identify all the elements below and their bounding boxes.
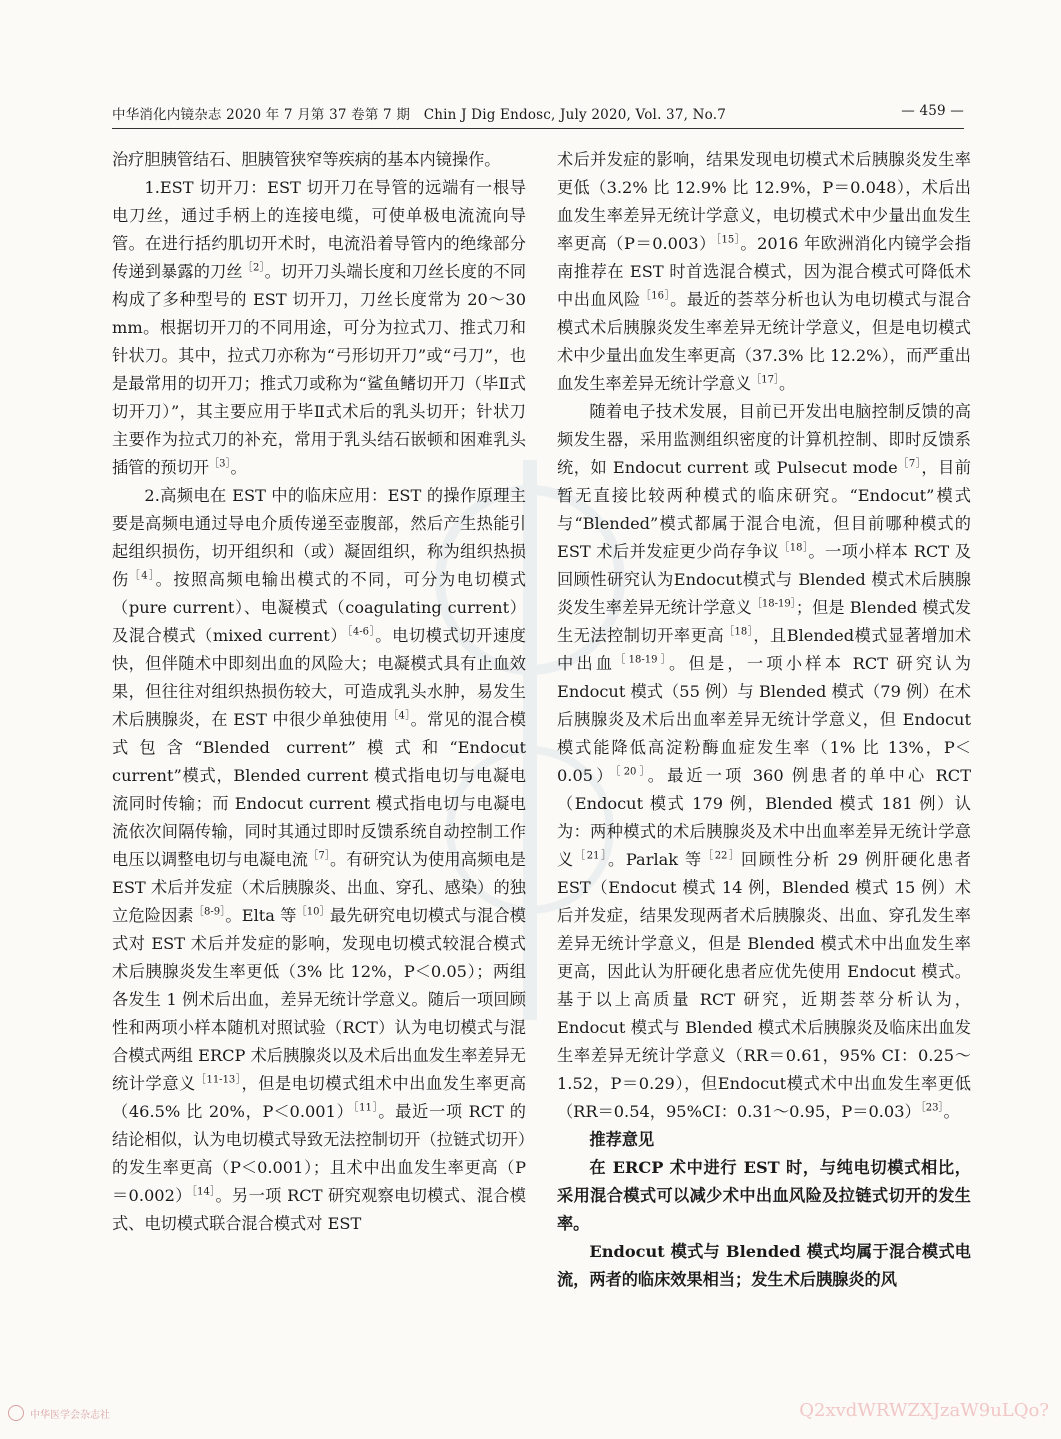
text-run: 随着电子技术发展，目前已开发出电脑控制反馈的高频发生器，采用监测组织密度的计算机控制、即时反馈系统，如 Endocut current 或 Pulsecut mode	[557, 402, 971, 477]
text-run: 。最近一项 RCT 的结论相似，认为电切模式导致无法控制切开（拉链式切开）的发生率更高（P＜0.001）；且术中出血发生率更高（P＝0.002）	[112, 1102, 526, 1205]
paragraph	[112, 174, 526, 482]
page-number: — 459 —	[901, 103, 964, 119]
text-run: 。最近的荟萃分析也认为电切模式与混合模式术后胰腺炎发生率差异无统计学意义，但是电切模式术中少量出血发生率更高（37.3% 比 12.2%），而严重出血发生率差异无统计学意义	[557, 290, 972, 393]
right-column	[557, 146, 971, 1294]
paragraph	[557, 1126, 971, 1154]
text-run: 。	[778, 374, 796, 393]
text-run: 。电切模式切开速度快，但伴随术中即刻出血的风险大；电凝模式具有止血效果，但往往对组织热损伤较大，可造成乳头水肿，易发生术后胰腺炎，在 EST 中很少单独使用	[112, 626, 526, 729]
text-run: 。Parlak 等	[607, 850, 703, 869]
header-rule	[112, 128, 964, 129]
paragraph	[557, 1238, 971, 1294]
citation-ref: ［10］	[296, 906, 330, 918]
text-run: 治疗胆胰管结石、胆胰管狭窄等疾病的基本内镜操作。	[112, 150, 501, 169]
citation-ref: ［21］	[574, 850, 608, 862]
citation-ref: ［18］	[724, 626, 754, 638]
paragraph	[112, 146, 526, 174]
text-run: 。常见的混合模式包含“Blended current”模式和“Endocut current”模式，Blended current 模式指电切与电凝电流同时传输；而 Endocut current 模式指电切与电凝电流依次间隔传输，同时其通过即时反馈系统自动控制工作电压以调整电切与电凝电流	[112, 710, 526, 869]
citation-ref: ［17］	[751, 374, 779, 386]
publisher-name: 中华医学会杂志社	[30, 1409, 110, 1421]
text-run: ，且Blended模式显著增加术中出血	[557, 626, 972, 673]
citation-ref: ［2］	[242, 262, 265, 274]
paragraph	[557, 146, 971, 398]
text-run: 。最近一项 360 例患者的单中心 RCT（Endocut 模式 179 例，Blended 模式 181 例）认为：两种模式的术后胰腺炎及术中出血率差异无统计学意义	[557, 766, 971, 869]
paragraph	[557, 1154, 971, 1238]
citation-ref: ［7］	[897, 458, 922, 470]
paragraph	[112, 482, 526, 1238]
citation-ref: ［8-9］	[193, 906, 226, 918]
citation-ref: ［14］	[191, 1186, 216, 1198]
text-run: 在 ERCP 术中进行 EST 时，与纯电切模式相比，采用混合模式可以减少术中出血风险及拉链式切开的发生率。	[557, 1158, 971, 1233]
text-run: 2.高频电在 EST 中的临床应用：EST 的操作原理主要是高频电通过导电介质传递至壶腹部，然后产生热能引起组织损伤，切开组织和（或）凝固组织，称为组织热损伤	[112, 486, 526, 589]
text-run: 。2016 年欧洲消化内镜学会指南推荐在 EST 时首选混合模式，因为混合模式可降低术中出血风险	[557, 234, 971, 309]
left-column	[112, 146, 526, 1238]
citation-ref: ［4-6］	[347, 626, 376, 638]
citation-ref: ［4］	[129, 570, 156, 582]
seal-icon	[8, 1405, 24, 1421]
text-run: 。但是，一项小样本 RCT 研究认为 Endocut 模式（55 例）与 Blended 模式（79 例）在术后胰腺炎及术后出血率差异无统计学意义，但 Endocut 模式能降低高淀粉酶血症发生率（1% 比 13%，P＜0.05）	[557, 654, 971, 785]
citation-ref: ［18］	[779, 542, 809, 554]
watermark-code: Q2xvdWRWZXJzaW9uLQo?	[799, 1400, 1049, 1421]
citation-ref: ［18-19］	[615, 654, 670, 666]
text-run: 术后并发症的影响，结果发现电切模式术后胰腺炎发生率更低（3.2% 比 12.9% 比 12.9%，P＝0.048），术后出血发生率差异无统计学意义，电切模式术中少量出血发生率更高（P＝0.003）	[557, 150, 971, 253]
text-run: 推荐意见	[589, 1130, 655, 1149]
journal-citation: 中华消化内镜杂志 2020 年 7 月第 37 卷第 7 期 Chin J Dig Endosc, July 2020, Vol. 37, No.7	[112, 107, 727, 123]
citation-ref: ［22］	[702, 850, 741, 862]
citation-ref: ［3］	[209, 458, 231, 470]
citation-ref: ［4］	[388, 710, 411, 722]
text-run: 。	[943, 1102, 960, 1121]
text-run: 。一项小样本 RCT 及回顾性研究认为Endocut模式与 Blended 模式术后胰腺炎发生率差异无统计学意义	[557, 542, 971, 617]
text-run: 。Elta 等	[225, 906, 297, 925]
text-run: ，但是电切模式组术中出血发生率更高（46.5% 比 20%，P＜0.001）	[112, 1074, 527, 1121]
text-run: 最先研究电切模式与混合模式对 EST 术后并发症的影响，发现电切模式较混合模式术后胰腺炎发生率更低（3% 比 12%，P＜0.05）；两组各发生 1 例术后出血，差异无统计学意义。随后一项回顾性和两项小样本随机对照试验（RCT）认为电切模式与混合模式两组 ERCP 术后胰腺炎以及术后出血发生率差异无统计学意义	[112, 906, 526, 1093]
text-run: 。按照高频电输出模式的不同，可分为电切模式（pure current）、电凝模式（coagulating current）及混合模式（mixed current）	[112, 570, 527, 645]
text-run: ，目前暂无直接比较两种模式的临床研究。“Endocut”模式与“Blended”模式都属于混合电流，但目前哪种模式的 EST 术后并发症更少尚存争议	[557, 458, 972, 561]
citation-ref: ［16］	[640, 290, 671, 302]
citation-ref: ［20］	[615, 766, 648, 778]
text-run: Endocut 模式与 Blended 模式均属于混合模式电流，两者的临床效果相当；发生术后胰腺炎的风	[557, 1242, 971, 1289]
text-run: 回顾性分析 29 例肝硬化患者 EST（Endocut 模式 14 例，Blended 模式 15 例）术后并发症，结果发现两者术后胰腺炎、出血、穿孔发生率差异无统计学意义，但是 Blended 模式术中出血发生率更高，因此认为肝硬化患者应优先使用 Endocut 模式。基于以上高质量 RCT 研究，近期荟萃分析认为，Endocut 模式与 Blended 模式术后胰腺炎及临床出血发生率差异无统计学意义（RR＝0.61，95% CI：0.25～1.52，P＝0.29），但Endocut模式术中出血发生率更低（RR＝0.54，95%CI：0.31～0.95，P＝0.03）	[557, 850, 971, 1121]
paragraph	[557, 398, 971, 1126]
text-run: 。切开刀头端长度和刀丝长度的不同构成了多种型号的 EST 切开刀，刀丝长度常为 20～30 mm。根据切开刀的不同用途，可分为拉式刀、推式刀和针状刀。其中，拉式刀亦称为“弓形切开刀”或“弓刀”，也是最常用的切开刀；推式刀或称为“鲨鱼鳍切开刀（毕Ⅱ式切开刀）”，其主要应用于毕Ⅱ式术后的乳头切开；针状刀主要作为拉式刀的补充，常用于乳头结石嵌顿和困难乳头插管的预切开	[112, 262, 527, 477]
citation-ref: ［7］	[308, 850, 330, 862]
text-run: 1.EST 切开刀：EST 切开刀在导管的远端有一根导电刀丝，通过手柄上的连接电缆，可使单极电流流向导管。在进行括约肌切开术时，电流沿着导管内的绝缘部分传递到暴露的刀丝	[112, 178, 526, 281]
text-run: 。另一项 RCT 研究观察电切模式、混合模式、电切模式联合混合模式对 EST	[112, 1186, 526, 1233]
citation-ref: ［18-19］	[751, 598, 796, 610]
citation-ref: ［23］	[920, 1102, 944, 1114]
citation-ref: ［11］	[353, 1102, 379, 1114]
publisher-logo	[8, 1405, 110, 1421]
text-run: 。	[230, 458, 247, 477]
citation-ref: ［11-13］	[195, 1074, 242, 1086]
text-run: ；但是 Blended 模式发生无法控制切开率更高	[557, 598, 971, 645]
text-run: 。有研究认为使用高频电是 EST 术后并发症（术后胰腺炎、出血、穿孔、感染）的独立危险因素	[112, 850, 526, 925]
citation-ref: ［15］	[715, 234, 741, 246]
